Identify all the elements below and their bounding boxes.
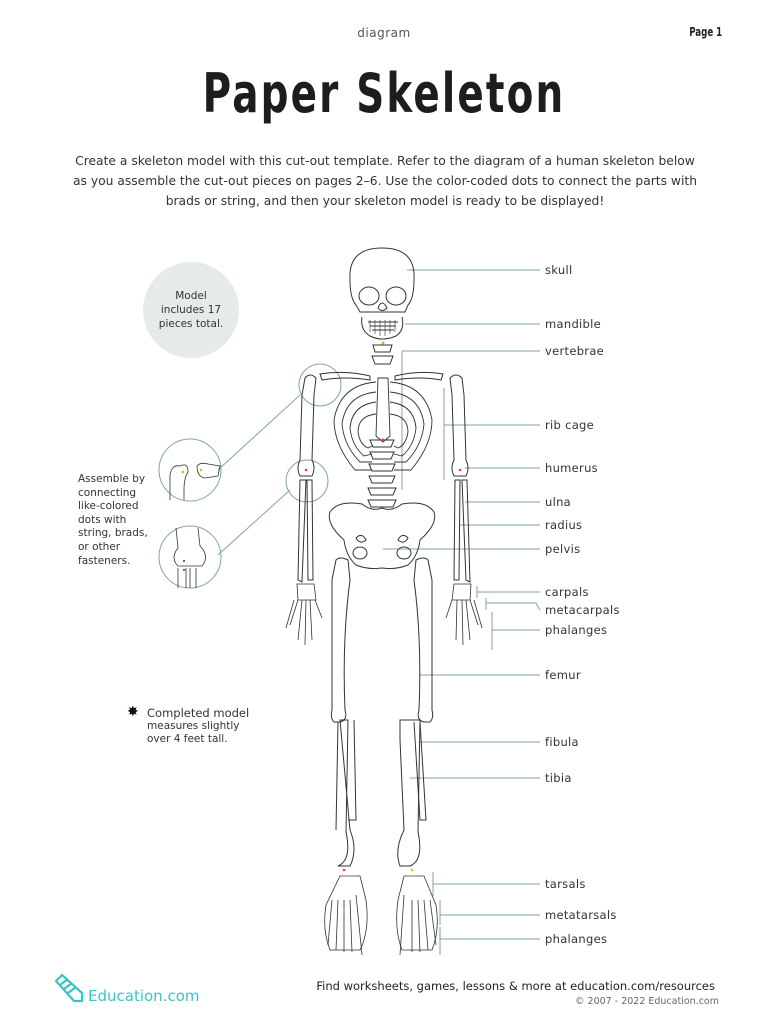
label-humerus: humerus <box>545 461 598 475</box>
lower-legs <box>336 720 426 866</box>
completed-line-2: measures slightly <box>147 720 240 732</box>
label-vertebrae: vertebrae <box>545 344 605 358</box>
pencil-logo-icon <box>52 971 86 1005</box>
assemble-note: Assemble by connecting like-colored dots with string, brads, or other fasteners. <box>78 473 148 567</box>
completed-line-1: Completed model <box>147 706 250 720</box>
right-arm <box>446 375 482 645</box>
intro-paragraph: Create a skeleton model with this cut-out template. Refer to the diagram of a human skeleton below as you assemble the cut-out pieces on pages 2–6. Use the color-coded dots to connect the parts with brads or string, and then your skeleton model is ready to be displayed! <box>72 154 698 208</box>
left-hand <box>286 584 322 645</box>
left-arm <box>286 375 322 645</box>
education-logo-link[interactable] <box>52 971 199 1005</box>
label-skull: skull <box>545 263 573 277</box>
label-foot-phalanges: phalanges <box>545 932 608 946</box>
label-pelvis: pelvis <box>545 542 581 556</box>
header-category: diagram <box>357 26 411 40</box>
mandible <box>362 317 403 339</box>
label-femur: femur <box>545 668 581 682</box>
skull <box>350 248 414 312</box>
clavicles <box>320 372 443 380</box>
footer-resources-text: Find worksheets, games, lessons & more at education.com/resources <box>316 979 715 993</box>
pieces-note-text: Model includes 17 pieces total. <box>158 290 224 330</box>
label-metatarsals: metatarsals <box>545 908 617 922</box>
logo-text: Education.com <box>88 987 200 1005</box>
label-radius: radius <box>545 518 583 532</box>
joint-dots <box>305 342 462 872</box>
vertebrae <box>368 345 396 507</box>
shoulder-joint-detail <box>170 463 220 500</box>
label-tarsals: tarsals <box>545 877 586 891</box>
leader-lines <box>218 270 540 955</box>
footer-copyright: © 2007 - 2022 Education.com <box>575 996 719 1007</box>
elbow-joint-detail <box>174 528 206 588</box>
femurs <box>331 558 432 722</box>
label-carpals: carpals <box>545 585 589 599</box>
page-number: Page 1 <box>689 25 722 39</box>
label-mandible: mandible <box>545 317 602 331</box>
completed-line-3: over 4 feet tall. <box>147 733 228 745</box>
label-ulna: ulna <box>545 495 572 509</box>
label-tibia: tibia <box>545 771 572 785</box>
label-rib-cage: rib cage <box>545 418 595 432</box>
label-hand-phalanges: phalanges <box>545 623 608 637</box>
pieces-note <box>143 262 239 358</box>
label-metacarpals: metacarpals <box>545 603 620 617</box>
label-fibula: fibula <box>545 735 579 749</box>
rib-cage <box>334 378 432 470</box>
completed-note <box>127 704 267 746</box>
asterisk-icon: ✸ <box>127 704 139 720</box>
feet <box>325 876 438 955</box>
page-title: Paper Skeleton <box>202 62 566 125</box>
